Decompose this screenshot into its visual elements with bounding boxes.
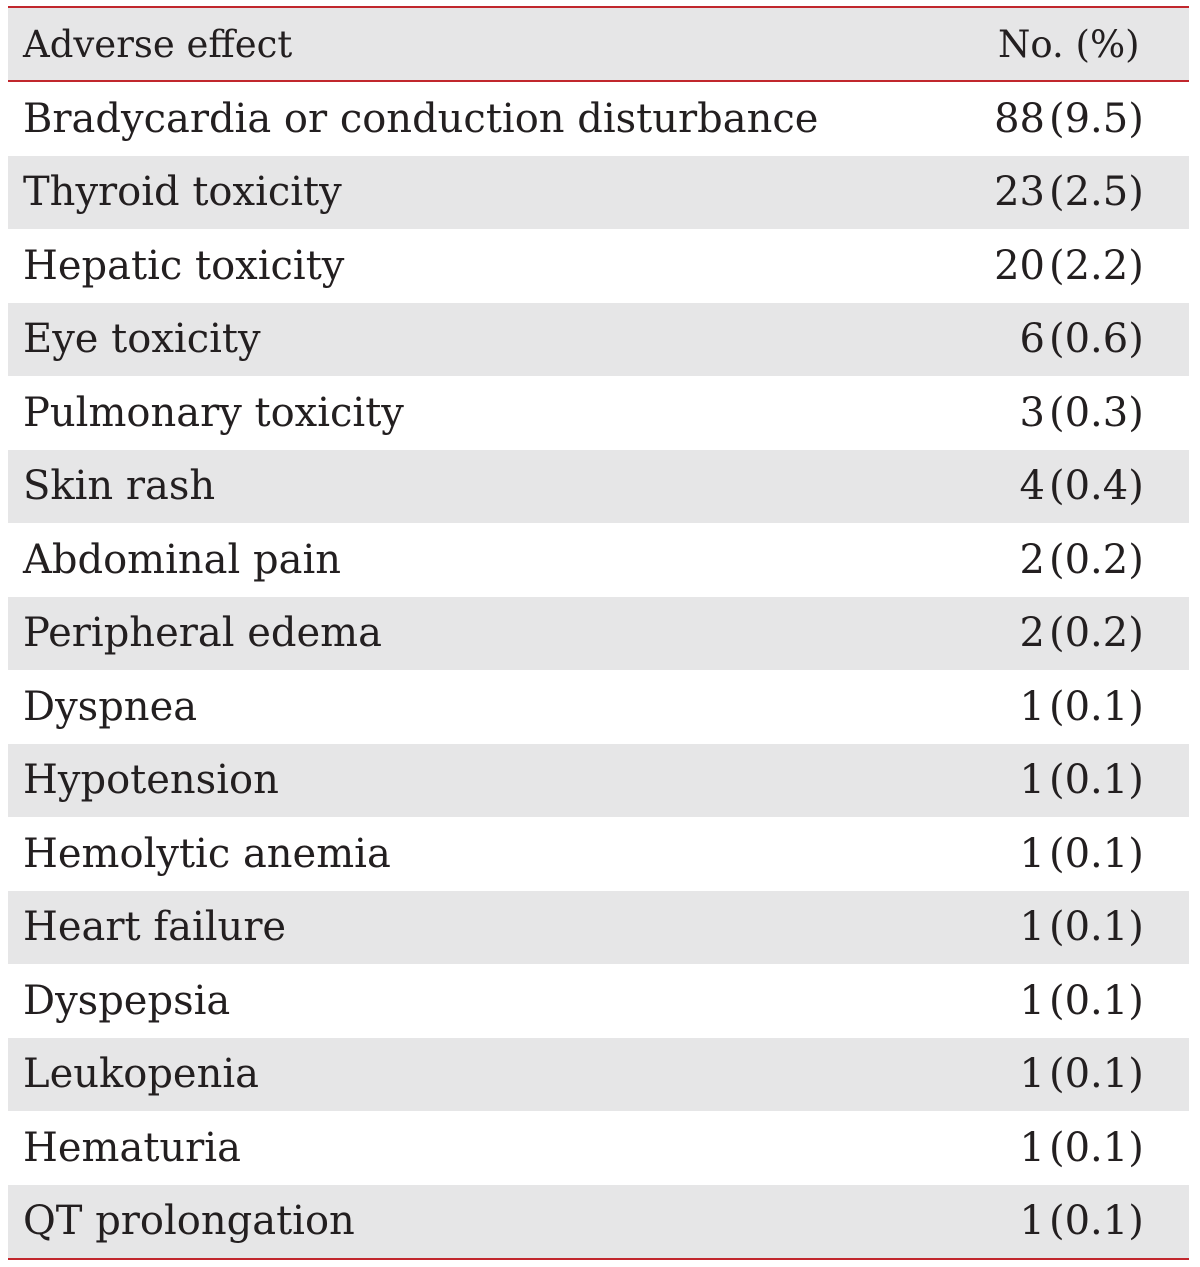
row-count-percent: (0.1) <box>1049 904 1144 951</box>
row-count <box>965 537 1189 583</box>
row-count-percent: (0.1) <box>1049 830 1144 877</box>
row-effect: Thyroid toxicity <box>23 169 342 216</box>
row-count-number: 1 <box>1019 904 1045 951</box>
row-effect: Hypotension <box>23 757 279 804</box>
row-count-percent: (0.2) <box>1049 610 1144 657</box>
row-count <box>965 169 1189 215</box>
row-count-percent: (0.1) <box>1049 757 1144 804</box>
row-effect: Hemolytic anemia <box>23 830 391 877</box>
row-count-percent: (0.1) <box>1049 977 1144 1024</box>
table-row <box>8 597 1189 671</box>
row-effect: Dyspnea <box>23 683 198 730</box>
row-count-percent: (0.1) <box>1049 1051 1144 1098</box>
row-effect: QT prolongation <box>23 1198 355 1245</box>
table-row <box>8 1185 1189 1259</box>
row-count <box>965 904 1189 950</box>
row-count-number: 1 <box>1019 1198 1045 1245</box>
row-effect: Eye toxicity <box>23 316 261 363</box>
bottom-rule <box>8 1258 1189 1260</box>
table-row <box>8 82 1189 156</box>
row-count <box>965 390 1189 436</box>
row-effect: Peripheral edema <box>23 610 382 657</box>
row-effect: Bradycardia or conduction disturbance <box>23 95 819 142</box>
row-count-number: 3 <box>1019 389 1045 436</box>
row-count <box>965 684 1189 730</box>
table-row <box>8 744 1189 818</box>
row-count <box>965 831 1189 877</box>
row-count-number: 2 <box>1019 536 1045 583</box>
row-count-number: 4 <box>1019 463 1045 510</box>
row-count-number: 20 <box>994 242 1045 289</box>
row-count-percent: (2.2) <box>1049 242 1144 289</box>
table-row <box>8 964 1189 1038</box>
row-count-percent: (2.5) <box>1049 169 1144 216</box>
header-count-percent: No. (%) <box>998 22 1140 66</box>
table-row <box>8 891 1189 965</box>
table-row <box>8 156 1189 230</box>
row-effect: Heart failure <box>23 904 287 951</box>
row-count-number: 1 <box>1019 977 1045 1024</box>
row-count-number: 1 <box>1019 830 1045 877</box>
row-count <box>965 978 1189 1024</box>
row-count <box>965 243 1189 289</box>
row-count <box>965 316 1189 362</box>
adverse-effects-table <box>8 6 1189 1260</box>
row-count-percent: (0.3) <box>1049 389 1144 436</box>
row-count-percent: (0.6) <box>1049 316 1144 363</box>
row-count <box>965 96 1189 142</box>
row-count <box>965 1051 1189 1097</box>
table-row <box>8 376 1189 450</box>
row-count-number: 1 <box>1019 683 1045 730</box>
row-effect: Hepatic toxicity <box>23 242 345 289</box>
row-count-percent: (0.1) <box>1049 1198 1144 1245</box>
table-header-row <box>8 8 1189 80</box>
row-count-number: 2 <box>1019 610 1045 657</box>
row-effect: Leukopenia <box>23 1051 259 1098</box>
row-effect: Hematuria <box>23 1124 241 1171</box>
header-adverse-effect: Adverse effect <box>23 22 293 66</box>
table-row <box>8 1038 1189 1112</box>
row-effect: Abdominal pain <box>23 536 342 583</box>
row-count-number: 1 <box>1019 757 1045 804</box>
row-count-percent: (9.5) <box>1049 95 1144 142</box>
row-count-number: 88 <box>994 95 1045 142</box>
row-effect: Dyspepsia <box>23 977 231 1024</box>
table-row <box>8 670 1189 744</box>
table-row <box>8 1111 1189 1185</box>
table-row <box>8 229 1189 303</box>
table-row <box>8 450 1189 524</box>
row-count-number: 1 <box>1019 1051 1045 1098</box>
row-count-percent: (0.2) <box>1049 536 1144 583</box>
row-count <box>965 1125 1189 1171</box>
row-effect: Pulmonary toxicity <box>23 389 404 436</box>
table-row <box>8 303 1189 377</box>
table-row <box>8 523 1189 597</box>
row-effect: Skin rash <box>23 463 216 510</box>
row-count-percent: (0.4) <box>1049 463 1144 510</box>
row-count-number: 1 <box>1019 1124 1045 1171</box>
row-count <box>965 1198 1189 1244</box>
row-count <box>965 610 1189 656</box>
row-count <box>965 463 1189 509</box>
row-count-number: 23 <box>994 169 1045 216</box>
row-count-percent: (0.1) <box>1049 683 1144 730</box>
row-count-number: 6 <box>1019 316 1045 363</box>
row-count-percent: (0.1) <box>1049 1124 1144 1171</box>
row-count <box>965 757 1189 803</box>
table-row <box>8 817 1189 891</box>
